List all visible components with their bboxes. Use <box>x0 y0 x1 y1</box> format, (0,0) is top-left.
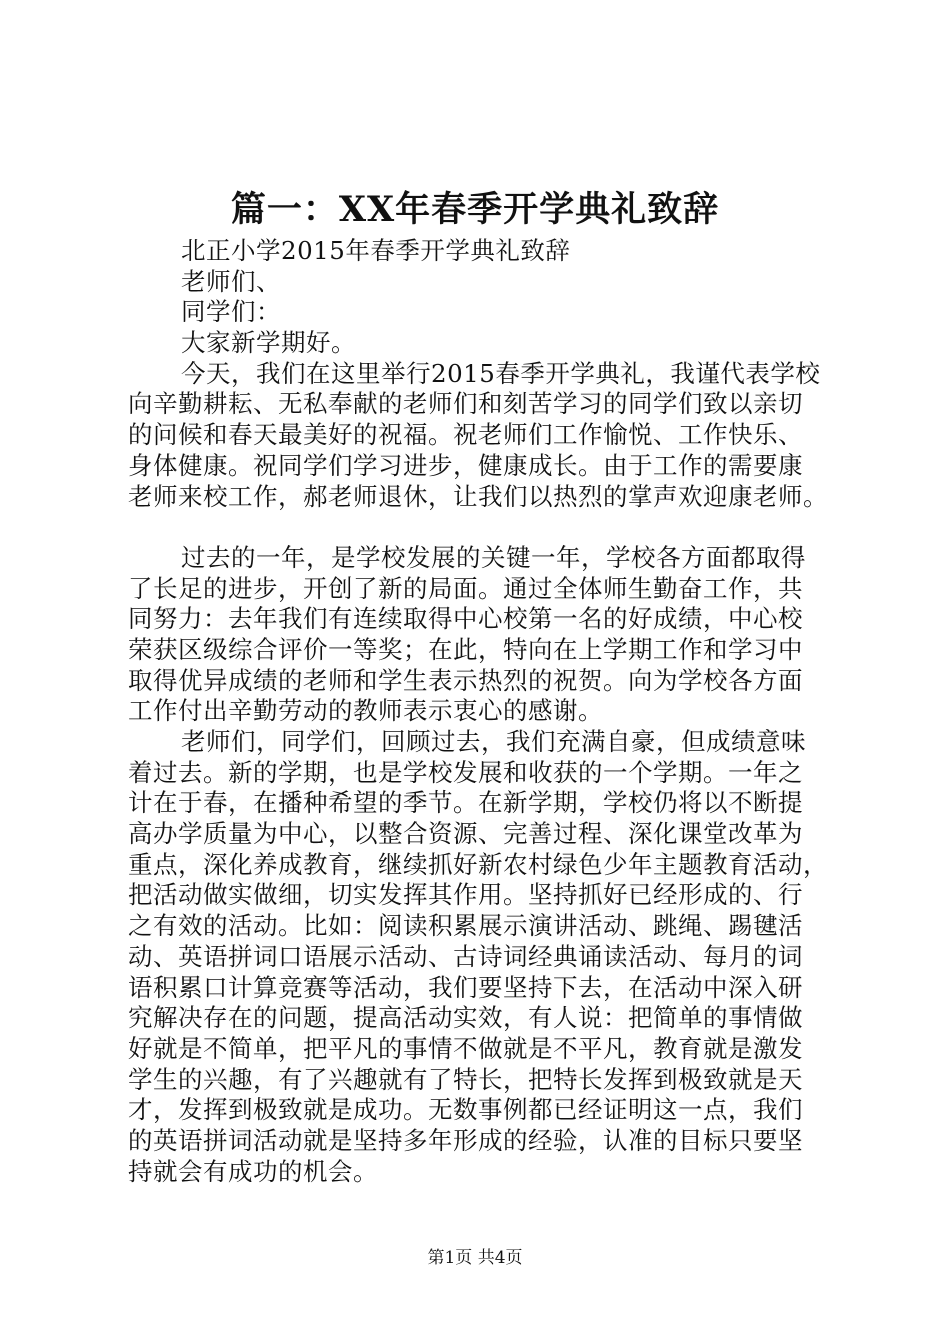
text-line: 今天，我们在这里举行2015春季开学典礼，我谨代表学校 <box>181 358 821 388</box>
text-line: 之有效的活动。比如：阅读积累展示演讲活动、跳绳、踢毽活 <box>128 911 803 941</box>
page-number: 第1页 共4页 <box>427 1248 523 1268</box>
text-line: 向辛勤耕耘、无私奉献的老师们和刻苦学习的同学们致以亲切 <box>128 389 803 419</box>
text-line: 好就是不简单，把平凡的事情不做就是不平凡，教育就是激发 <box>128 1033 803 1063</box>
text-line: 究解决存在的问题，提高活动实效，有人说：把简单的事情做 <box>128 1003 803 1033</box>
text-line: 过去的一年，是学校发展的关键一年，学校各方面都取得 <box>181 542 806 572</box>
text-line: 北正小学2015年春季开学典礼致辞 <box>181 236 571 265</box>
text-line: 动、英语拼词口语展示活动、古诗词经典诵读活动、每月的词 <box>128 941 803 971</box>
text-line: 了长足的进步，开创了新的局面。通过全体师生勤奋工作，共 <box>128 573 803 603</box>
text-line: 同努力：去年我们有连续取得中心校第一名的好成绩，中心校 <box>128 604 803 634</box>
text-line: 学生的兴趣，有了兴趣就有了特长，把特长发挥到极致就是天 <box>128 1064 803 1094</box>
text-line: 身体健康。祝同学们学习进步，健康成长。由于工作的需要康 <box>128 450 803 480</box>
text-line: 语积累口计算竞赛等活动，我们要坚持下去，在活动中深入研 <box>128 972 803 1002</box>
text-line: 计在于春，在播种希望的季节。在新学期，学校仍将以不断提 <box>128 788 803 818</box>
text-line: 荣获区级综合评价一等奖；在此，特向在上学期工作和学习中 <box>128 634 803 664</box>
document-body <box>128 236 840 1187</box>
text-line: 老师们，同学们，回顾过去，我们充满自豪，但成绩意味 <box>181 727 806 756</box>
text-line: 重点，深化养成教育，继续抓好新农村绿色少年主题教育活动， <box>128 849 828 879</box>
text-line: 的问候和春天最美好的祝福。祝老师们工作愉悦、工作快乐、 <box>128 420 803 450</box>
text-line: 着过去。新的学期，也是学校发展和收获的一个学期。一年之 <box>128 757 803 787</box>
text-line: 的英语拼词活动就是坚持多年形成的经验，认准的目标只要坚 <box>128 1125 803 1155</box>
text-line: 取得优异成绩的老师和学生表示热烈的祝贺。向为学校各方面 <box>128 665 803 695</box>
text-line: 持就会有成功的机会。 <box>128 1156 378 1186</box>
text-line: 高办学质量为中心，以整合资源、完善过程、深化课堂改革为 <box>128 819 803 849</box>
text-line: 老师来校工作，郝老师退休，让我们以热烈的掌声欢迎康老师。 <box>128 481 828 511</box>
text-line: 同学们： <box>181 297 281 327</box>
text-line: 才，发挥到极致就是成功。无数事例都已经证明这一点，我们 <box>128 1095 803 1125</box>
text-line: 老师们、 <box>181 266 281 296</box>
text-line: 大家新学期好。 <box>181 328 356 358</box>
text-line: 把活动做实做细，切实发挥其作用。坚持抓好已经形成的、行 <box>128 880 803 910</box>
text-line: 工作付出辛勤劳动的教师表示衷心的感谢。 <box>128 696 603 726</box>
document-title: 篇一：XX年春季开学典礼致辞 <box>230 189 720 230</box>
blank-line <box>128 512 840 543</box>
